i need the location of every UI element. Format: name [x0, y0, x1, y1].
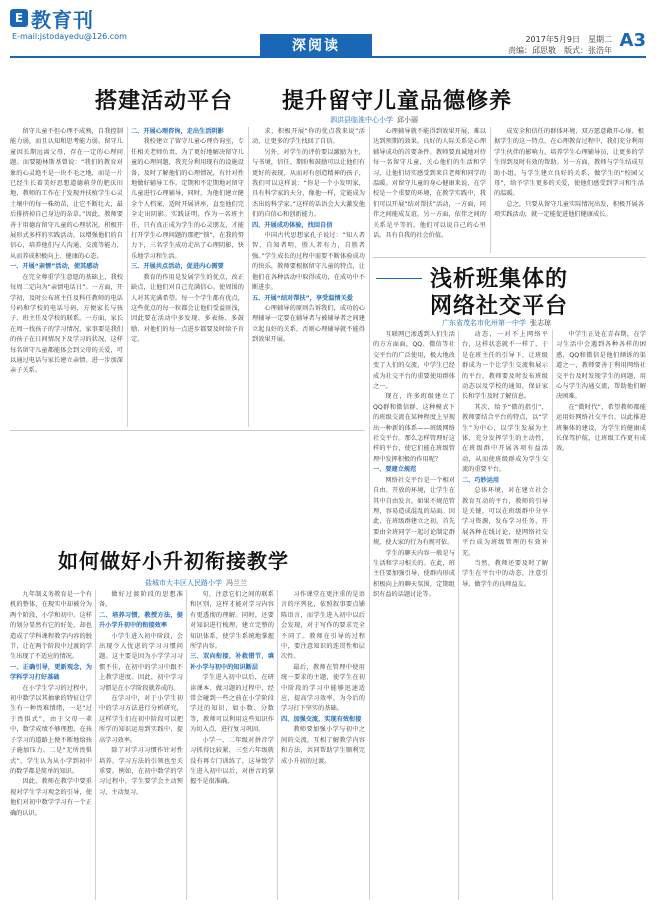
article2-column-3 — [556, 330, 646, 900]
body-paragraph: 在小学生学习的过程中，初中数学以其抽象的特征让学生有一种畏难情绪，一是“过于畏惧式”，由于父母一辈中，数学成绩不够理想，在孩子学习的道路上便不断地给孩子施加压力。二是“无所畏惧式”，学生认为从小学到初中的数学都是简单的知识。 — [10, 684, 92, 775]
section-subheading: 一、开展“亲情”活动，使其感动 — [10, 263, 99, 271]
decorative-rule — [376, 278, 422, 279]
masthead-rule — [10, 56, 646, 58]
article1-column-4 — [373, 127, 486, 253]
article3-byline-org: 盐城市大丰区人民路小学 — [145, 579, 222, 587]
article3-byline-author: 冯兰兰 — [226, 579, 247, 587]
body-paragraph: 现在，许多班级建立了QQ群和微信群，这种模式下的班级交流在某种程度上呈现出一种新的体系——班级网络社交平台。那么怎样管理好这样的平台，使它们能在班级管理中发挥积极的作用呢？ — [373, 393, 455, 463]
issue-date: 2017年5月9日 星期二 — [525, 35, 612, 44]
article2-headline-line1: 浅析班集体的 — [430, 267, 569, 292]
article3-column-2 — [99, 590, 183, 900]
body-paragraph: 做好过渡阶段的思想准备。 — [99, 591, 183, 609]
column-divider — [186, 590, 187, 900]
section-subheading: 二、巧妙运用 — [462, 476, 500, 484]
column-divider — [127, 127, 128, 427]
body-paragraph: 留守儿童不但心理不成熟，自我控制能力弱，而且认知和思考能力弱。留守儿童因长期远离父母，存在一定的心理问题。而要随林斯基曾说：“我们的教育对象的心灵绝不是一块不毛之地，而是一片已经生长着美好思想道德萌芽的肥沃田地，教师的工作在于发现并扶植学生心灵土壤中的每一株幼苗，让它不断壮大，最后排挤掉自己身边的杂草。”因此，教师要善于用德育留守儿童的心理状况，积极开展形式多样的实践活动，以增强他们的自信心，培养他们与人沟通、交流等能力，从而养成积极向上、健康的心态。 — [10, 128, 123, 260]
section-subheading: 一、要建立规范 — [373, 466, 417, 474]
contact-email: E-mail:jstodayedu@126.com — [12, 32, 127, 41]
newspaper-logo — [10, 6, 140, 30]
article1-headline-part1: 搭建活动平台 — [95, 89, 234, 114]
body-paragraph: 习作课堂在更注重的是语言的序列化，依照叙事要点铺陈语言，而学生进入初中以后会发现，对于写作的要求完全不同了。教师在引导的过程中，要注意知识的连贯性和层次性。 — [281, 591, 365, 661]
article3-column-3 — [190, 590, 274, 900]
article2-byline — [442, 318, 551, 328]
article2-column-1 — [373, 330, 455, 900]
column-divider — [458, 330, 459, 900]
body-paragraph: 教育的作用是发展学生的优点，改正缺点，让他们对自己充满信心。使周围的人对其充满希望。每一个学生都有优点，这些优点的每一粒都会让他们受益匪浅，因此要在活动中多发现、多表扬、多鼓励，对他们的每一点进步都要及时给予肯定。 — [131, 273, 244, 344]
body-paragraph: 另外，对学生的评价要以激励为主，与书境，信任、期盼和鼓励可以让他们有更好的表现，从而对有创造精神的孩子，我们可以这样说：“你是一个小发明家，具有科学家的天分，像他一样，定能成为杰出的科学家。”这样的话语会大大激发他们的自信心和创新能力。 — [252, 148, 365, 219]
body-paragraph: 除了对学习习惯作针对性培养，学习方法的引领也至关重要。例如，在初中数学的学习过程中，学生要学会主动预习，主动复习。 — [99, 747, 183, 796]
body-paragraph: 求，积极开展“你的优点我来说”活动，让更多的学生找回了自信。 — [252, 128, 365, 146]
body-paragraph: 在“微时代”，希望教师都能运用好网络社交平台，以此推进班集体的建设，为学生的健康成长保驾护航，让班级工作更有成效。 — [556, 403, 646, 453]
column-divider — [552, 330, 553, 900]
body-paragraph: 在完全尊重学生意愿的基础上，我校每周二定向为“亲情电话日”。一方面，开学初，及时公布班主任及科任教师的电话号码和学校的电话号码，方便家长与孩子、班主任及学校的联系。一方面，家长在周一找孩子的学习情况，家事要是我们的孩子在日间情况下及学习的状况，这样每名留守儿童都能体会到父母的关爱，可以通过电话与家长建立亲情、进一步加深亲子关系。 — [10, 273, 123, 375]
article3-column-1 — [10, 590, 92, 900]
section-subheading: 二、开展心理咨询，走出生活阴影 — [131, 128, 224, 135]
body-paragraph: 中学生正处在青春期，在学习生活中会遇到各种各样的困惑，QQ和微信是他们倾诉的渠道之一，教师要善于利用网络社交平台及时发现学生的问题，用心与学生沟通交流，帮助他们解决困难。 — [556, 331, 646, 401]
body-paragraph: 其次，给予“微的指引”，教师要结合平台的特点，以“学生”为中心，以学生发展为主体，充分发挥学生的主动性，在班级群中开展各项有益活动，从而使班级群成为学生交流的重要平台。 — [462, 403, 548, 474]
section-subheading: 二、培养习惯，教授方法，提升小学升初中的衔接效率 — [99, 611, 183, 630]
article1-byline-author: 邱小丽 — [397, 116, 418, 124]
body-paragraph: 中国古代思想家孔子说过：“知人者智，自知者明，胜人者有力，自胜者强。”学生成长的过程中需要不断体验成功的快乐，教师要根据留守儿童的特点，让他们在各种活动中取得成功，在成功中不断进步。 — [252, 232, 365, 292]
section-subheading: 四、加强交流，实现有效衔接 — [281, 715, 362, 723]
body-paragraph: 我校建立了留守儿童心理咨询室，专任相关老师负责，为了更好地解决留守儿童的心理问题，我充分利用现有的设施设备，及时了解他们的心理情况，有针对性地做好辅导工作。定期和不定期地对留守儿童进行心理辅导，同时，为他们建立健全个人档案，适时开展讲座，直至他们完全走出阴影。实践证明，作为一名班主任，只有真正成为学生的心灵朋友，才能打开学生心理问题的那把“锁”，在我的努力下，三名学生成功走出了心理阴影，快乐地学习和生活。 — [131, 138, 244, 260]
body-paragraph: 互联网已渗透到人们生活的方方面面，QQ、微信等社交平台的广泛使用，极大地改变了人们的交流，中学生已经成为社交平台的重要使用群体之一。 — [373, 331, 455, 391]
body-paragraph: 教师要加强小学与初中之间的交流，互相了解教学内容和方法，共同帮助学生顺利完成小升初的过渡。 — [281, 726, 365, 765]
article2-byline-author: 张志琼 — [530, 319, 551, 327]
article2-top-rule — [373, 257, 646, 258]
section-subheading: 三、开展共点活动，促进内心需要 — [131, 263, 224, 271]
article3-top-rule — [10, 430, 365, 431]
article3-byline — [145, 578, 247, 588]
section-subheading: 三、双向衔接，补救错节，填补小学与初中的知识断层 — [190, 653, 274, 671]
article2-byline-org: 广东省茂名市化州第一中学 — [442, 319, 526, 327]
article1-column-5 — [494, 127, 644, 253]
body-paragraph: 在学习中，对于小学生初中的学习方法进行分析研究，这样学生们在初中阶段可以把所学的知识运用到实践中，提高学习效率。 — [99, 695, 183, 744]
body-paragraph: 学生进入初中以后，在研读课本、做习题的过程中，经常会碰到一些之前在小学阶段学过的知识，如小数、分数等，教师可以利用这些知识作为切入点，进行复习巩固。 — [190, 674, 274, 734]
body-paragraph: 网络社交平台是一个相对自由、开放的环境，让学生在其中自由发言，如果不规范管理，容易造成混乱的局面。因此，在班级群建立之初，首先要由全班同学一起讨论制定群规，使大家的行为有规可依。 — [373, 476, 455, 547]
body-paragraph: 成安全和信任的群体环境，双方愿意敞开心扉、根据学生的这一特点，在心理教育过程中，我们充分利用学生伙伴的影响力，培养学生心理辅导员，让更多的学生得到及时有效的帮助。另一方面，教师与学生结成互助小组，与学生建立良好的关系，做学生的“校园父母”，给予学生更多的关爱，使他们感受到学习和生活的温暖。 — [494, 128, 644, 198]
body-paragraph: 当然，教师还要及时了解学生在平台中的动态，注意引导，做学生的良师益友。 — [462, 559, 548, 588]
article1-column-1 — [10, 127, 123, 427]
article2-column-2 — [462, 330, 548, 900]
body-paragraph: 句，注意它们之间的联系和区别，这样才能对学习内容有更透彻的理解。同时，还要对知识进行梳理，建立完整的知识体系，使学生系统地掌握所学内容。 — [190, 591, 274, 651]
section-tab: 深阅读 — [260, 34, 372, 56]
body-paragraph: 总体环境，对在建立社会教育互动的平台，教师的引导是关键，可以在班级群中分享学习资源，发布学习任务，开展各种在线讨论，使网络社交平台成为班级管理的有效补充。 — [462, 487, 548, 557]
column-divider — [369, 330, 370, 900]
body-paragraph: 最后，教师在管理中使用统一要求的主题，使学生在初中阶段的学习中能够迅速适应，提高学习效率，为今后的学习打下坚实的基础。 — [281, 663, 365, 713]
body-paragraph: 心理辅导的原则告诉我们，成功的心理辅导一定要在辅导者与被辅导者之间建立起良好的关系，否则心理辅导就不能得到效果开展。 — [252, 304, 365, 344]
article3-headline: 如何做好小升初衔接教学 — [58, 549, 289, 573]
issue-editors: 责编：邱思敬 版式：张浩年 — [508, 46, 612, 55]
section-subheading: 一、正确引导，更新观念，为学科学习打好基础 — [10, 663, 92, 682]
article1-column-2 — [131, 127, 244, 427]
article1-headline-part2: 提升留守儿童品德修养 — [282, 89, 513, 114]
body-paragraph: 小学一、二年级对拼音学习抓得比较紧，三至六年级就没有再专门训练了，这导致学生进入初中以后，对拼音的掌握不是很准确。 — [190, 736, 274, 786]
logo-mark-icon: E — [10, 9, 28, 27]
body-paragraph: 学生的聊天内容一般是与生活和学习相关的。在此，班主任要加强引导，使群内形成积极向上的聊天氛围，定期组织有益的话题讨论等。 — [373, 549, 455, 599]
article2-headline-line2: 网络社交平台 — [430, 294, 569, 319]
article1-column-3 — [252, 127, 365, 427]
column-divider — [277, 590, 278, 900]
logo-text: 教育刊 — [31, 7, 94, 32]
article1-byline-org: 泗洪县临淮中心小学 — [330, 116, 393, 124]
section-subheading: 四、开展成功体验，找回自信 — [252, 221, 333, 229]
section-subheading: 五、开展“结对帮扶”，享受温情关爱 — [252, 294, 353, 302]
column-divider — [248, 127, 249, 427]
page-number: A3 — [619, 30, 646, 51]
column-divider — [95, 590, 96, 900]
body-paragraph: 小学生进入初中阶段，会出现令人忧虑的学习习惯问题。这主要是因为小学学习习惯不佳，在初中的学习中跟不上教学进度。因此，初中学习习惯是在小学阶段就养成的。 — [99, 632, 183, 692]
article3-column-4 — [281, 590, 365, 900]
body-paragraph: 动态，一对不上网络平台，这样状态就不一样了，于是在班主任的引导下，让班级群成为一个让学生交流和展示的平台，教师要及时发布班级动态以及学校的通知，保证家长和学生及时了解信息。 — [462, 331, 548, 401]
body-paragraph: 总之，只要从留守儿童实际情况出发，积极开展各项实践活动，就一定能促进他们健康成长。 — [494, 200, 644, 219]
article1-byline — [330, 115, 418, 125]
body-paragraph: 心理辅导就不能得到效果开展，难以达到预期的效果。良好的人际关系是心理辅导成功的首要条件。教师要真诚地对待每一名留守儿童，关心他们的生活和学习，让他们切实感受到来自老师和同学的温暖。对留守儿童的身心健康来说，在学校是一个重要的环境，在教学实践中，我们可以开展“结对帮扶”活动，一方面，同伴之间能成友谊，另一方面，依伴之间的关系是平等的，他们可以说自己的心里话，具有自我的社会价值。 — [373, 128, 486, 240]
body-paragraph: 九年制义务教育是一个有机的整体，在现实中却被分为两个阶段，小学和初中。这样的划分显然有它的好处，却也造成了学科课程教学内容的脱节，让在两个阶段中过渡的学生出现了不适应的情况。 — [10, 591, 92, 661]
column-divider — [490, 127, 491, 253]
masthead — [0, 0, 656, 56]
issue-meta — [508, 34, 612, 56]
body-paragraph: 因此，教师在教学中要重视对学生学习观念的引导，使他们对初中数学学习有一个正确的认识。 — [10, 778, 92, 817]
